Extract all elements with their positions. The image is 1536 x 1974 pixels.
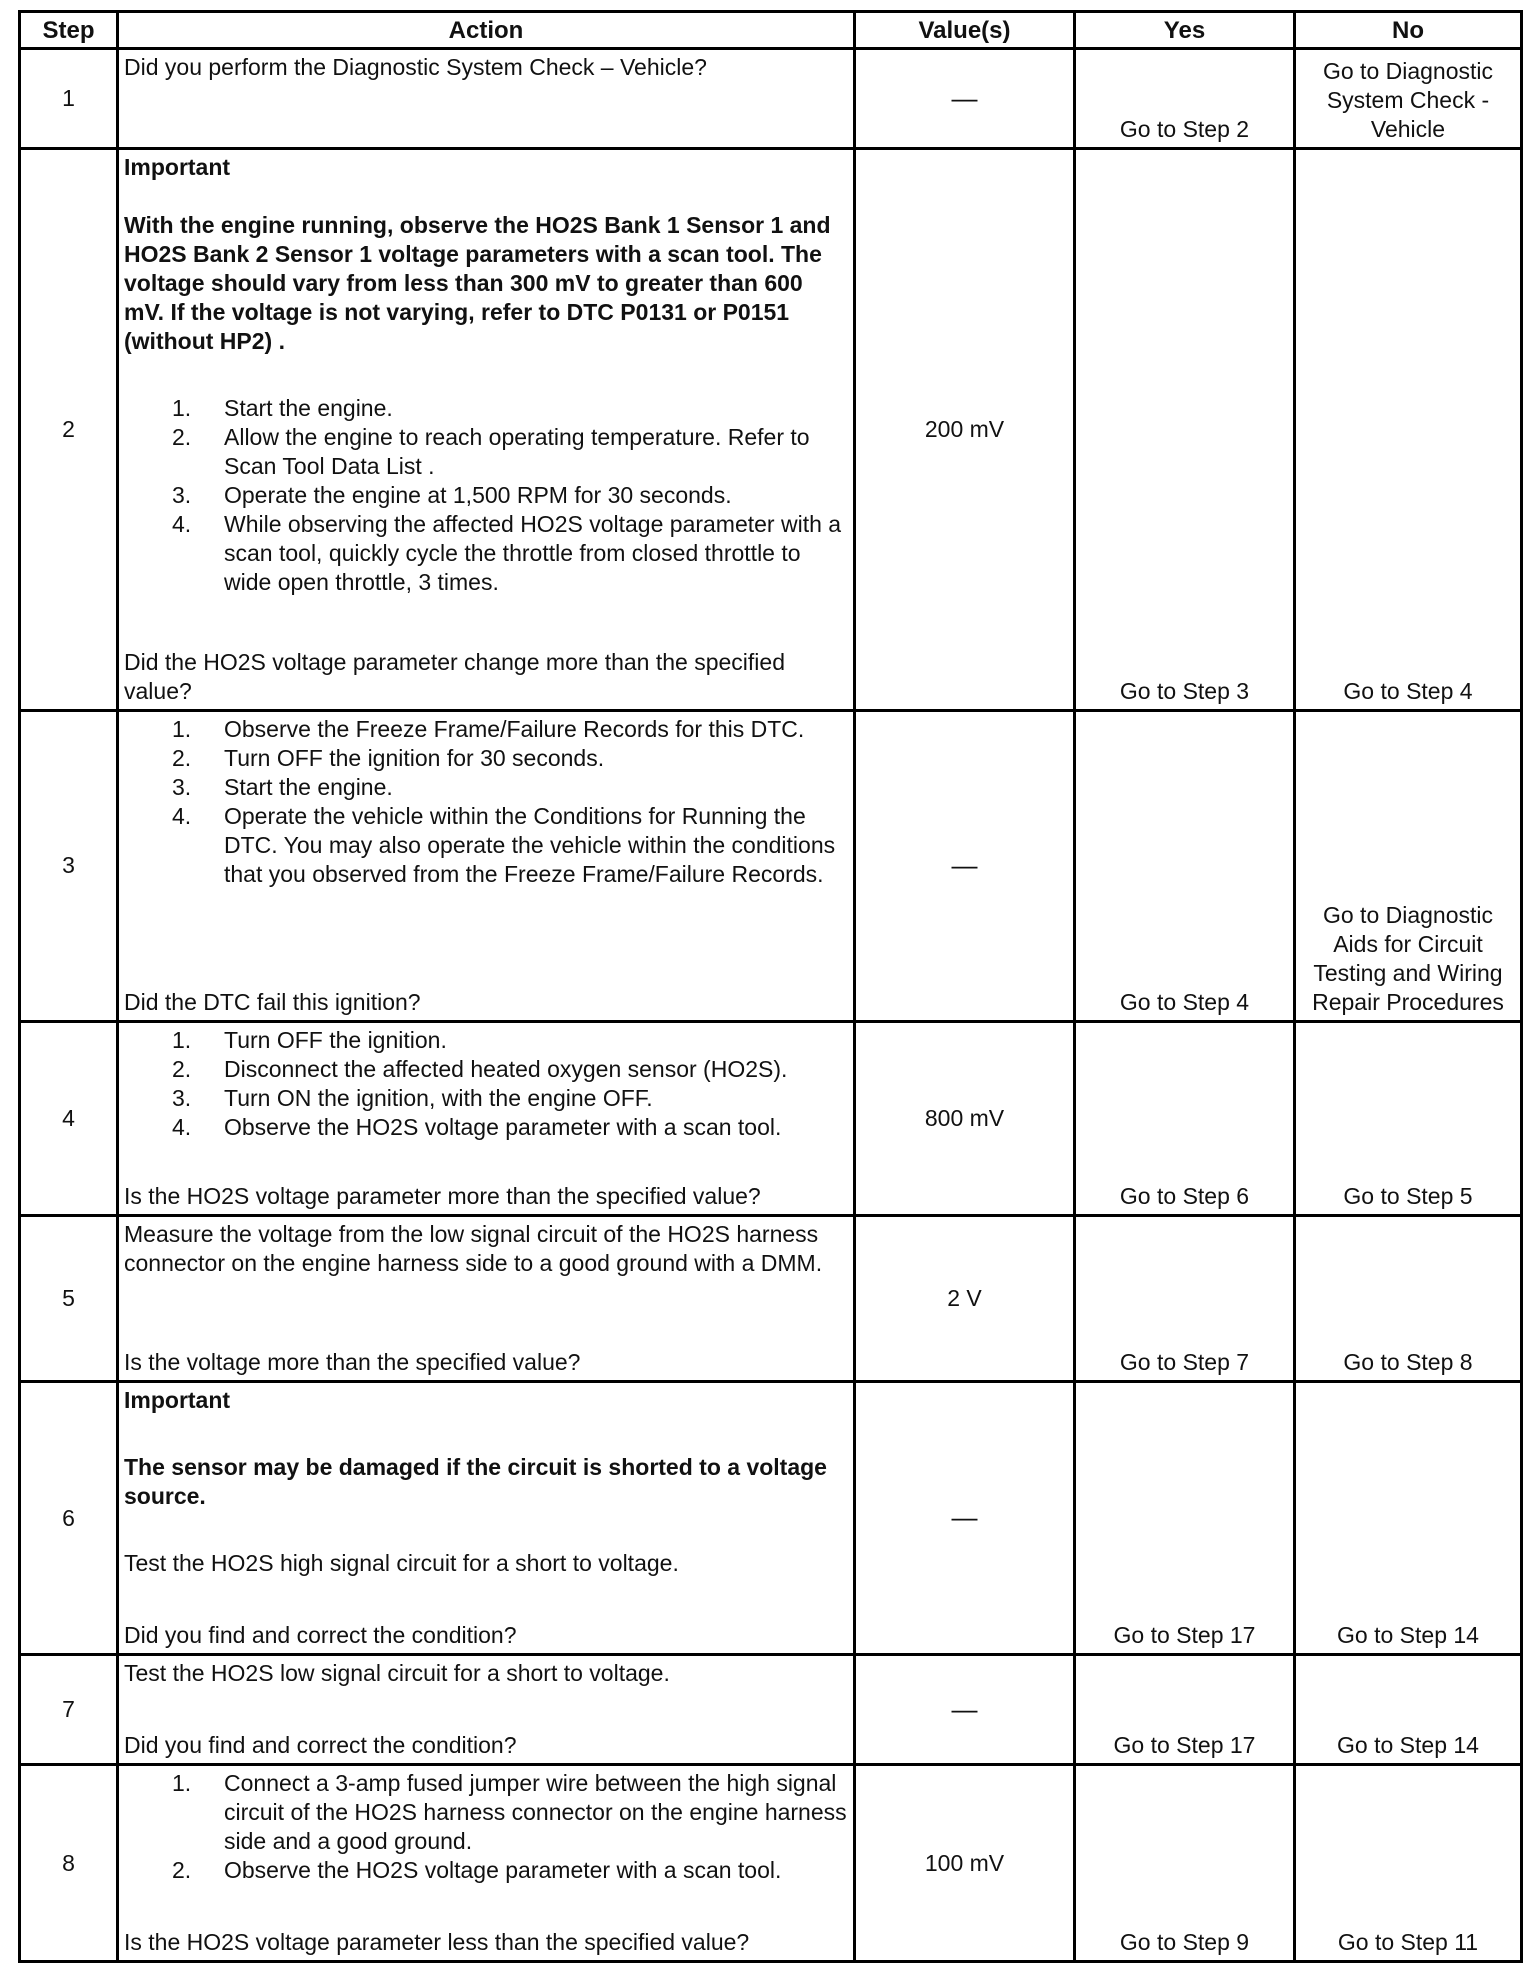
value-cell — [855, 1655, 1075, 1765]
yes-cell: Go to Step 2 — [1075, 49, 1295, 149]
table-row — [20, 1021, 1522, 1216]
action-cell — [118, 1382, 855, 1655]
yes-cell: Go to Step 17 — [1075, 1382, 1295, 1655]
list-item: 1. Turn OFF the ignition. — [172, 1026, 447, 1053]
procedure-list — [124, 715, 848, 889]
value-text: — — [951, 849, 978, 880]
value-cell: 800 mV — [855, 1021, 1075, 1216]
table-row — [20, 1655, 1522, 1765]
table-row — [20, 1382, 1522, 1655]
question-text: Did the DTC fail this ignition? — [124, 988, 421, 1015]
question-text: Is the HO2S voltage parameter more than the specified value? — [124, 1183, 761, 1209]
list-item: 1. Connect a 3-amp fused jumper wire between the high signal circuit of the HO2S harness connector on the engine harness side and a good ground. — [172, 1770, 847, 1855]
action-text: Measure the voltage from the low signal circuit of the HO2S harness connector on the engine harness side to a good ground with a DMM. — [124, 1221, 823, 1276]
important-heading: Important — [124, 154, 231, 181]
question-text: Did the HO2S voltage parameter change more than the specified value? — [124, 648, 785, 704]
value-cell: 200 mV — [855, 149, 1075, 710]
no-cell: Go to Step 11 — [1295, 1765, 1522, 1962]
step-number: 8 — [20, 1765, 118, 1962]
question-text: Is the voltage more than the specified value? — [124, 1349, 581, 1376]
action-cell — [118, 710, 855, 1021]
value-cell: 100 mV — [855, 1765, 1075, 1962]
action-cell — [118, 1021, 855, 1216]
yes-cell: Go to Step 4 — [1075, 710, 1295, 1021]
header-step: Step — [20, 12, 118, 49]
action-cell — [118, 49, 855, 149]
no-cell: Go to Step 14 — [1295, 1382, 1522, 1655]
diagnostic-table — [18, 10, 1523, 1963]
table-row — [20, 710, 1522, 1021]
header-no: No — [1295, 12, 1522, 49]
step-number: 7 — [20, 1655, 118, 1765]
header-yes: Yes — [1075, 12, 1295, 49]
list-item: 3. Start the engine. — [172, 773, 393, 800]
step-number: 3 — [20, 710, 118, 1021]
action-text: Test the HO2S low signal circuit for a short to voltage. — [124, 1660, 670, 1687]
question-text: Is the HO2S voltage parameter less than the specified value? — [124, 1929, 750, 1955]
important-heading: Important — [124, 1387, 231, 1414]
value-cell: 2 V — [855, 1216, 1075, 1382]
yes-cell: Go to Step 6 — [1075, 1021, 1295, 1216]
list-item: 3. Turn ON the ignition, with the engine OFF. — [172, 1084, 653, 1111]
value-text: — — [951, 82, 978, 113]
action-text: Did you perform the Diagnostic System Check – Vehicle? — [124, 54, 707, 80]
value-text: — — [951, 1693, 978, 1724]
list-item: 4. Operate the vehicle within the Conditions for Running the DTC. You may also operate the vehicle within the conditions that you observed from the Freeze Frame/Failure Records. — [172, 802, 836, 887]
value-cell — [855, 710, 1075, 1021]
question-text: Did you find and correct the condition? — [124, 1622, 517, 1649]
step-number: 5 — [20, 1216, 118, 1382]
list-item: 1. Start the engine. — [172, 395, 393, 422]
step-number: 4 — [20, 1021, 118, 1216]
yes-cell: Go to Step 17 — [1075, 1655, 1295, 1765]
important-text: The sensor may be damaged if the circuit is shorted to a voltage source. — [124, 1454, 827, 1510]
procedure-list — [124, 1769, 848, 1885]
value-cell — [855, 49, 1075, 149]
procedure-list — [124, 394, 848, 597]
yes-cell: Go to Step 3 — [1075, 149, 1295, 710]
no-cell: Go to Step 4 — [1295, 149, 1522, 710]
no-cell: Go to Diagnostic Aids for Circuit Testing and Wiring Repair Procedures — [1295, 710, 1522, 1021]
action-cell — [118, 1765, 855, 1962]
table-row — [20, 49, 1522, 149]
value-cell — [855, 1382, 1075, 1655]
step-number: 2 — [20, 149, 118, 710]
header-values: Value(s) — [855, 12, 1075, 49]
table-row — [20, 149, 1522, 710]
list-item: 2. Turn OFF the ignition for 30 seconds. — [172, 744, 605, 771]
action-text: Test the HO2S high signal circuit for a short to voltage. — [124, 1550, 679, 1577]
list-item: 4. Observe the HO2S voltage parameter with a scan tool. — [172, 1113, 782, 1140]
step-number: 6 — [20, 1382, 118, 1655]
list-item: 1. Observe the Freeze Frame/Failure Records for this DTC. — [172, 715, 805, 742]
step-number: 1 — [20, 49, 118, 149]
no-cell: Go to Step 5 — [1295, 1021, 1522, 1216]
header-row — [20, 12, 1522, 49]
action-cell — [118, 1655, 855, 1765]
list-item: 2. Allow the engine to reach operating temperature. Refer to Scan Tool Data List . — [172, 424, 810, 480]
value-text: — — [951, 1502, 978, 1533]
table-row — [20, 1765, 1522, 1962]
no-cell: Go to Step 14 — [1295, 1655, 1522, 1765]
procedure-list — [124, 1026, 848, 1142]
question-text: Did you find and correct the condition? — [124, 1732, 517, 1759]
yes-cell: Go to Step 7 — [1075, 1216, 1295, 1382]
action-cell — [118, 149, 855, 710]
yes-cell: Go to Step 9 — [1075, 1765, 1295, 1962]
important-text: With the engine running, observe the HO2S Bank 1 Sensor 1 and HO2S Bank 2 Sensor 1 voltage parameters with a scan tool. The voltage should vary from less than 300 mV to greater than 600 mV. If the voltage is not varying, refer to DTC P0131 or P0151 (without HP2) . — [124, 212, 831, 355]
no-cell: Go to Diagnostic System Check - Vehicle — [1295, 49, 1522, 149]
list-item: 4. While observing the affected HO2S voltage parameter with a scan tool, quickly cycle the throttle from closed throttle to wide open throttle, 3 times. — [172, 511, 842, 596]
header-action: Action — [118, 12, 855, 49]
table-row — [20, 1216, 1522, 1382]
list-item: 2. Observe the HO2S voltage parameter with a scan tool. — [172, 1857, 782, 1884]
list-item: 3. Operate the engine at 1,500 RPM for 30 seconds. — [172, 482, 732, 509]
list-item: 2. Disconnect the affected heated oxygen sensor (HO2S). — [172, 1055, 788, 1082]
action-cell — [118, 1216, 855, 1382]
no-cell: Go to Step 8 — [1295, 1216, 1522, 1382]
